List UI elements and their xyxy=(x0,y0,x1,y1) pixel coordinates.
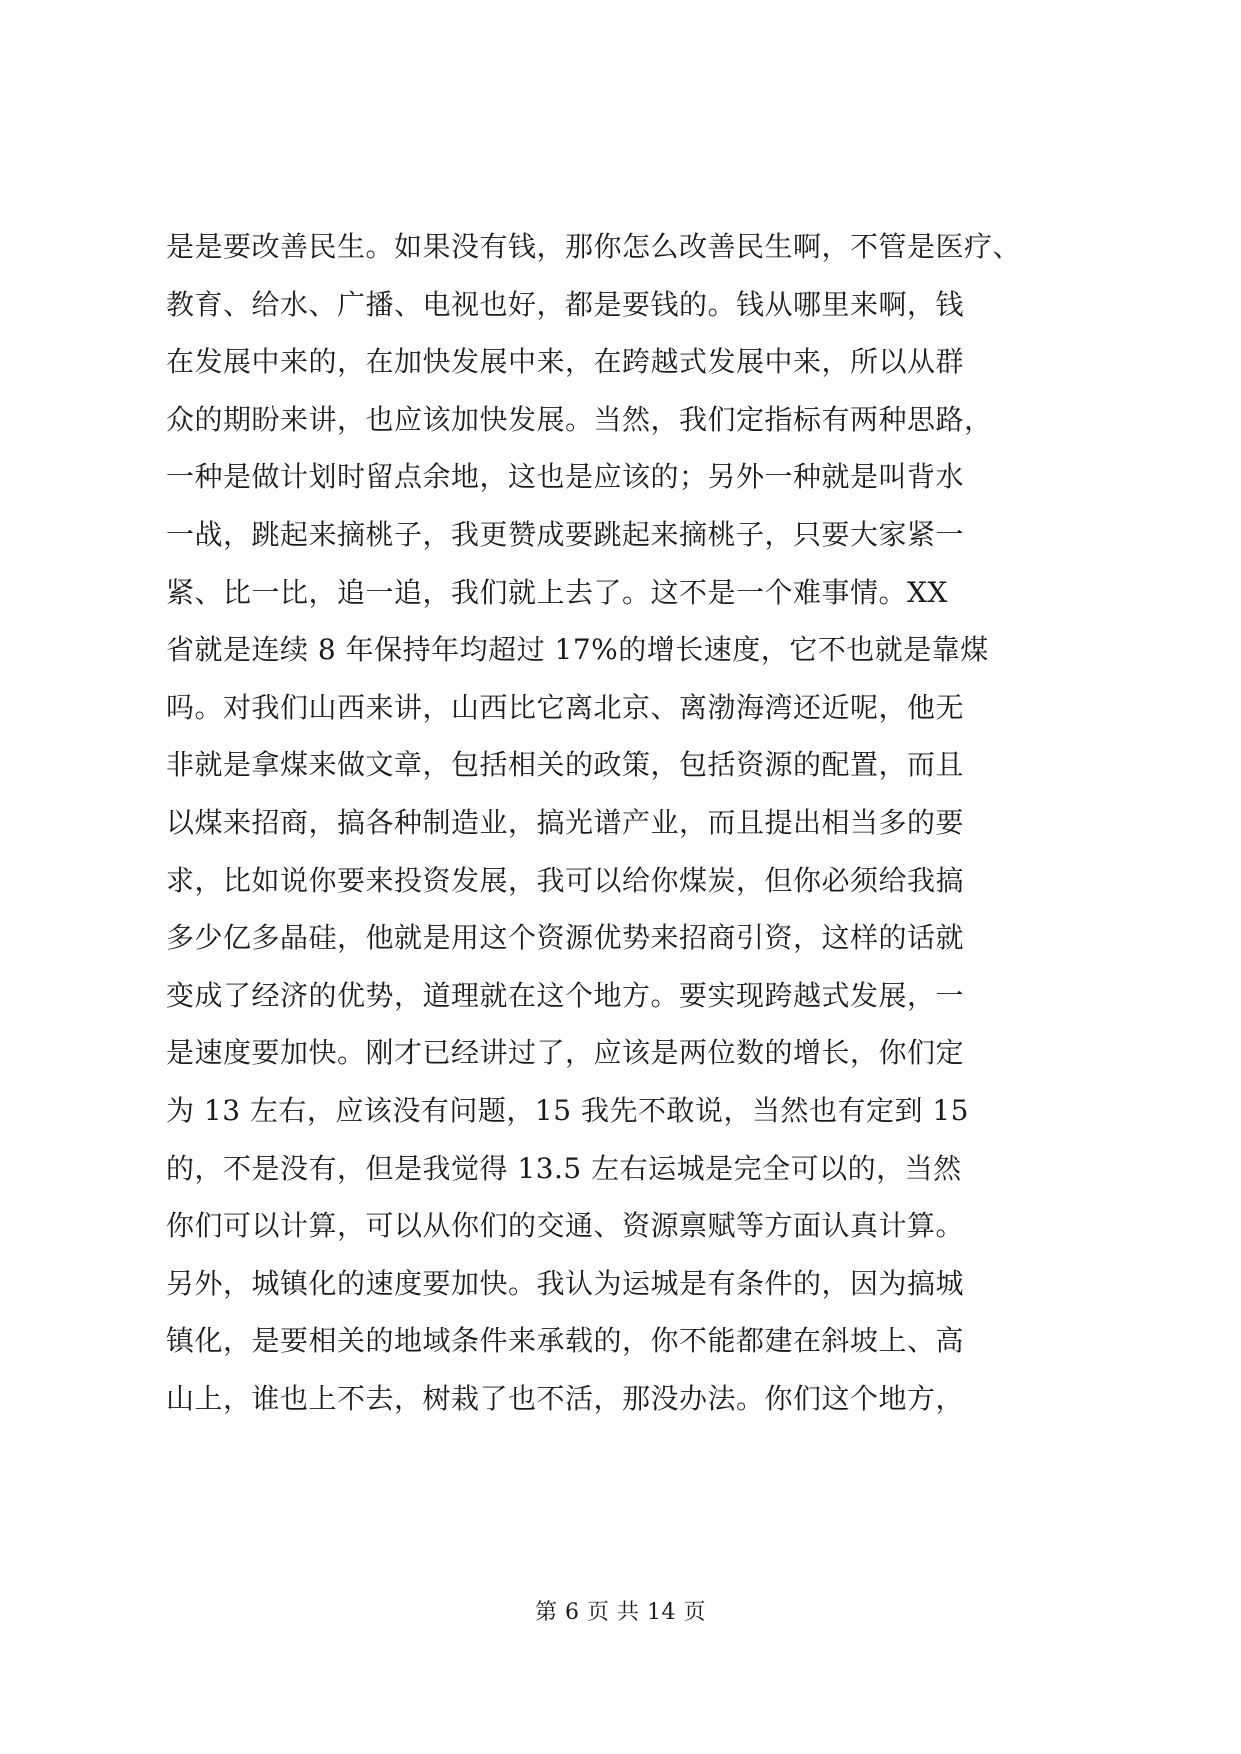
body-text xyxy=(166,218,1106,1427)
text-line: 变成了经济的优势，道理就在这个地方。要实现跨越式发展，一 xyxy=(166,978,965,1012)
page-footer: 第 6 页 共 14 页 xyxy=(535,1600,706,1625)
text-line: 一战，跳起来摘桃子，我更赞成要跳起来摘桃子，只要大家紧一 xyxy=(166,517,965,551)
text-line: 的，不是没有，但是我觉得 13.5 左右运城是完全可以的，当然 xyxy=(166,1151,962,1185)
text-line: 求，比如说你要来投资发展，我可以给你煤炭，但你必须给我搞 xyxy=(166,863,965,897)
text-line: 镇化，是要相关的地域条件来承载的，你不能都建在斜坡上、高 xyxy=(166,1324,965,1358)
text-line: 以煤来招商，搞各种制造业，搞光谱产业，而且提出相当多的要 xyxy=(166,805,965,839)
text-line: 众的期盼来讲，也应该加快发展。当然，我们定指标有两种思路， xyxy=(166,402,993,436)
text-line: 为 13 左右，应该没有问题，15 我先不敢说，当然也有定到 15 xyxy=(166,1093,969,1127)
text-line: 非就是拿煤来做文章，包括相关的政策，包括资源的配置，而且 xyxy=(166,748,965,782)
text-line: 是是要改善民生。如果没有钱，那你怎么改善民生啊，不管是医疗、 xyxy=(166,230,1022,263)
text-line: 是速度要加快。刚才已经讲过了，应该是两位数的增长，你们定 xyxy=(166,1036,965,1070)
text-line: 多少亿多晶硅，他就是用这个资源优势来招商引资，这样的话就 xyxy=(166,921,965,955)
text-line: 在发展中来的，在加快发展中来，在跨越式发展中来，所以从群 xyxy=(166,345,965,379)
text-line: 一种是做计划时留点余地，这也是应该的；另外一种就是叫背水 xyxy=(166,460,965,494)
text-line: 山上，谁也上不去，树栽了也不活，那没办法。你们这个地方， xyxy=(166,1381,965,1415)
text-line: 省就是连续 8 年保持年均超过 17%的增长速度，它不也就是靠煤 xyxy=(166,633,989,667)
text-line: 你们可以计算，可以从你们的交通、资源禀赋等方面认真计算。 xyxy=(166,1209,965,1243)
text-line: 吗。对我们山西来讲，山西比它离北京、离渤海湾还近呢，他无 xyxy=(166,690,965,724)
text-line: 另外，城镇化的速度要加快。我认为运城是有条件的，因为搞城 xyxy=(166,1266,965,1300)
text-line: 紧、比一比，追一追，我们就上去了。这不是一个难事情。XX xyxy=(166,575,948,609)
text-line: 教育、给水、广播、电视也好，都是要钱的。钱从哪里来啊，钱 xyxy=(166,287,965,321)
